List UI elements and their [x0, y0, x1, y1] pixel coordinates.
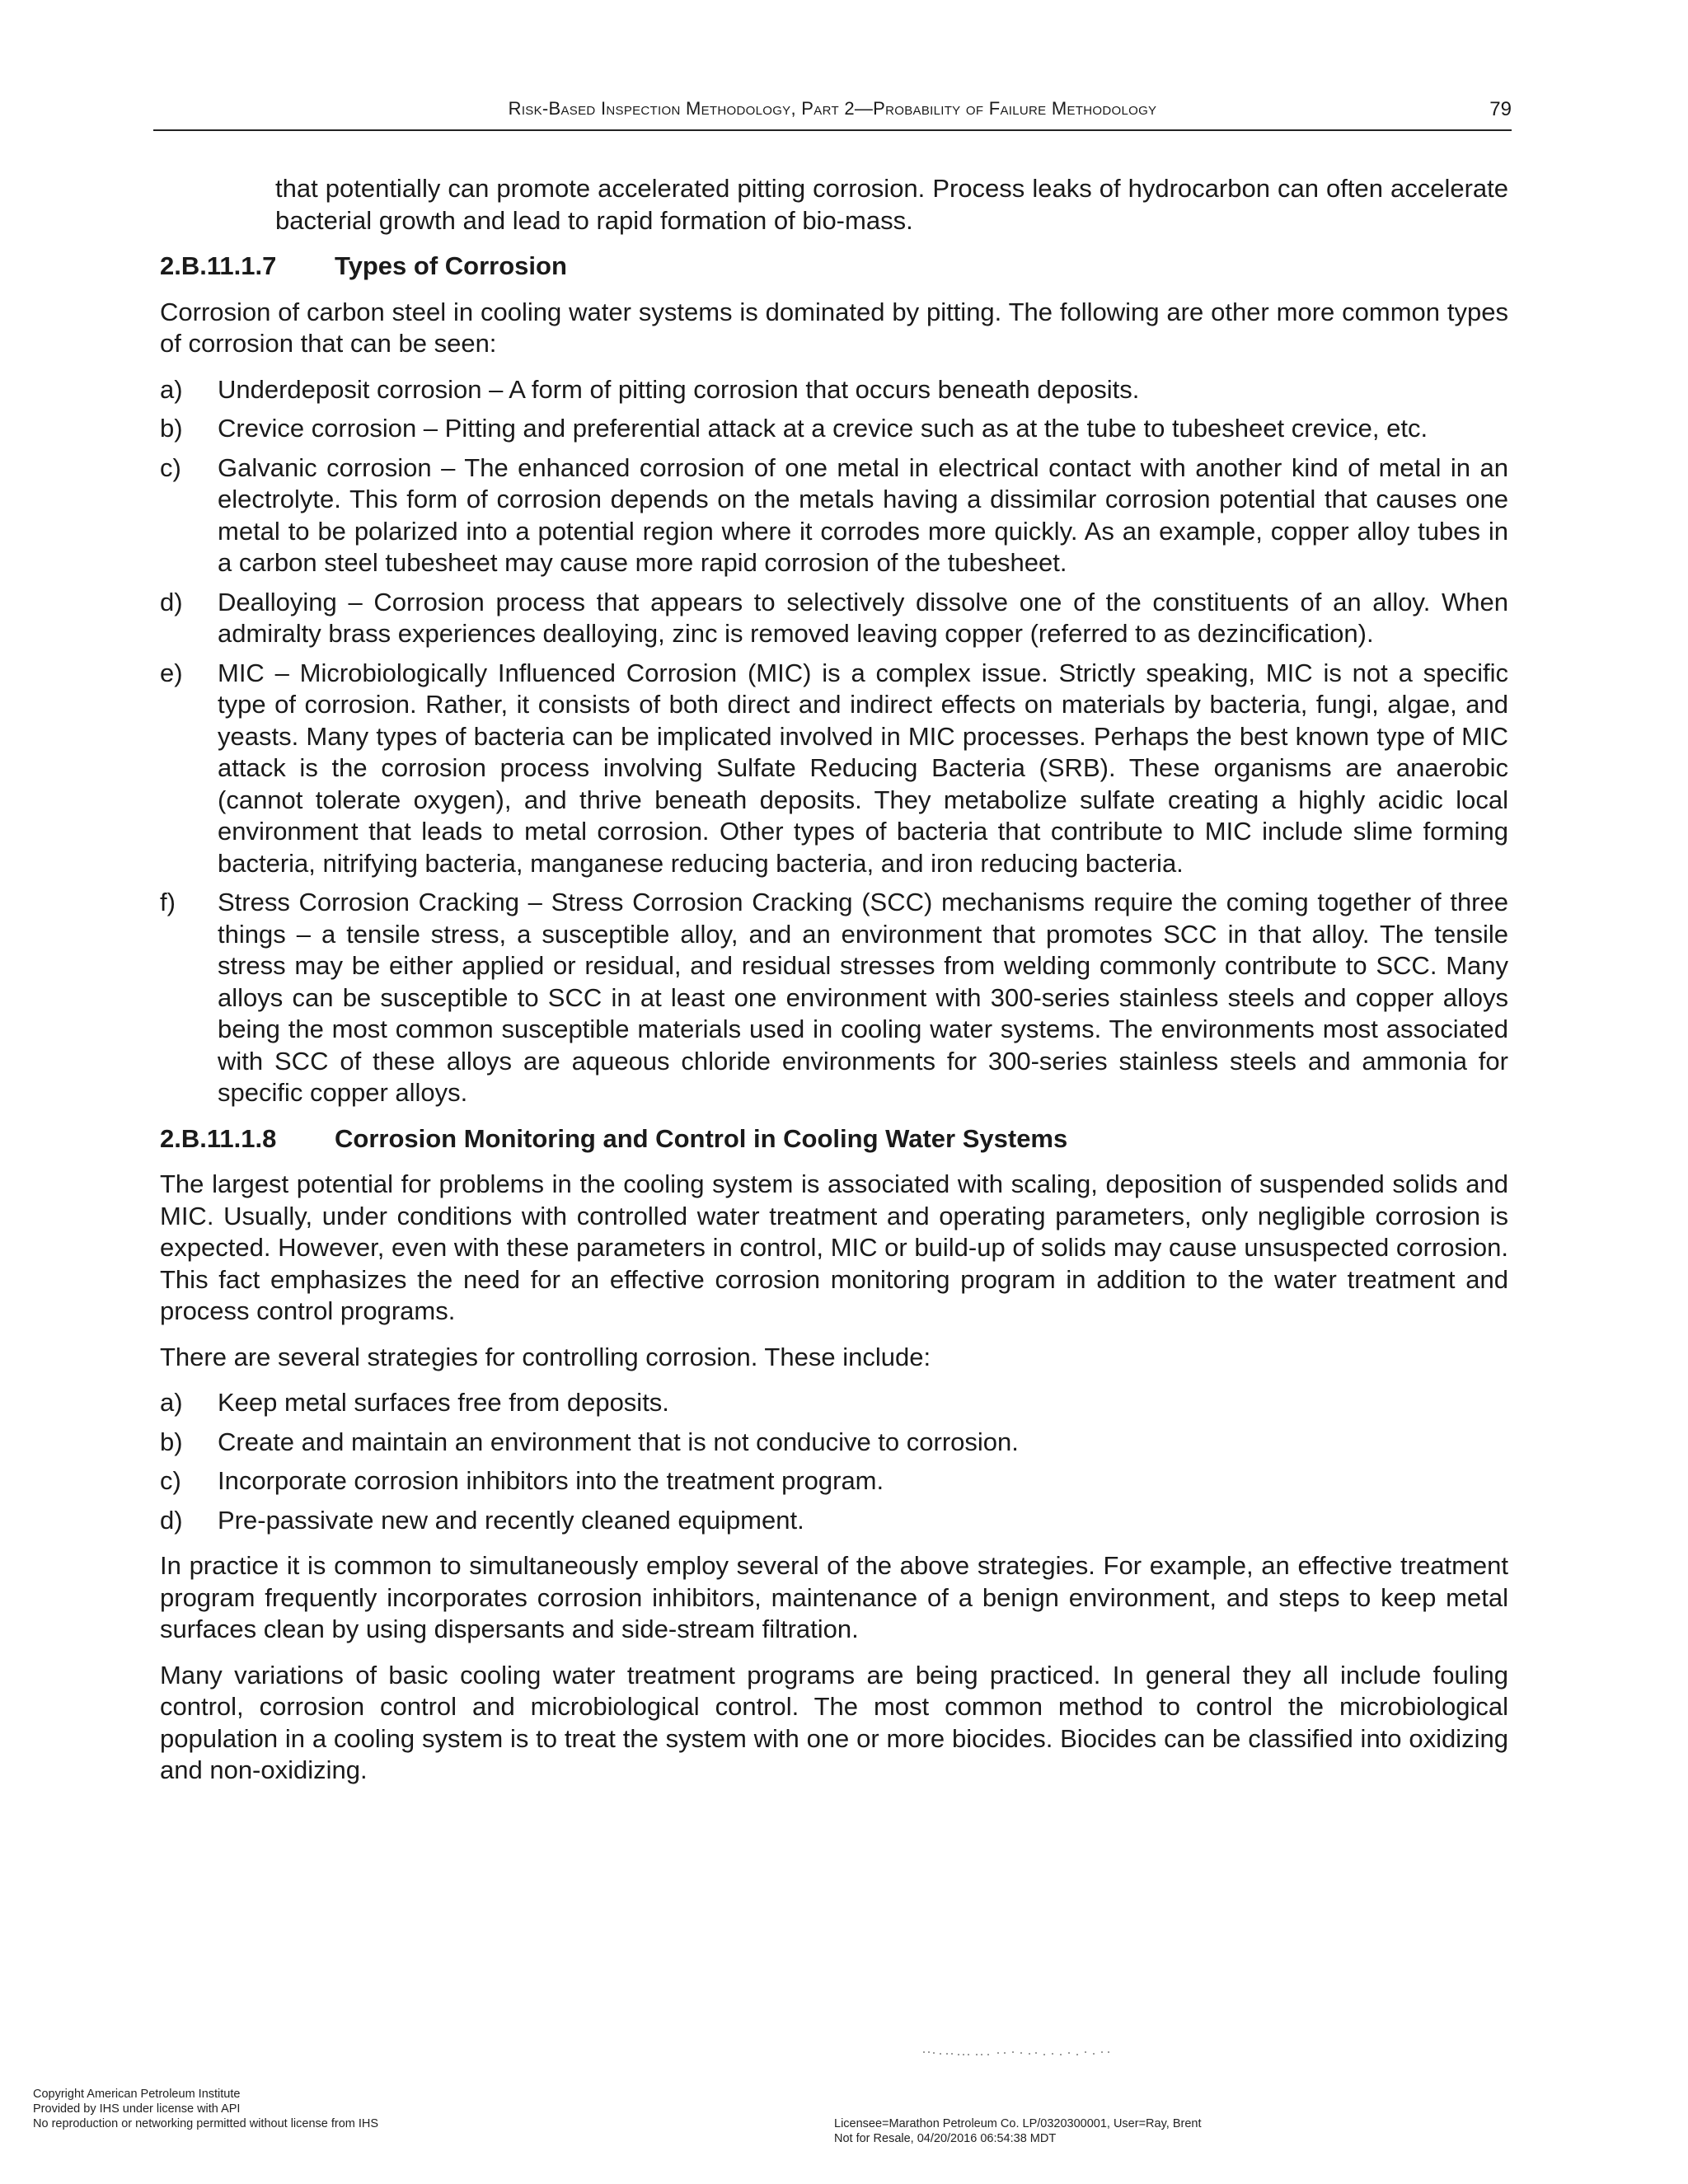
monitoring-paragraph-2: There are several strategies for controlling corrosion. These include:: [160, 1342, 931, 1371]
list-item: [160, 887, 1508, 1109]
section-heading-types-of-corrosion: [160, 251, 1508, 283]
monitoring-paragraph-4: Many variations of basic cooling water treatment programs are being practiced. In general they all include fouling control, corrosion control and microbiological control. The most common method to control the microbiological population in a cooling system is to treat the system with one or more biocides. Biocides can be classified into oxidizing and non-oxidizing.: [160, 1660, 1508, 1784]
list-item-text: Keep metal surfaces free from deposits.: [218, 1388, 669, 1417]
list-item-text: Pre-passivate new and recently cleaned equipment.: [218, 1505, 804, 1535]
list-item: [160, 452, 1508, 579]
list-item-text: Incorporate corrosion inhibitors into the treatment program.: [218, 1466, 884, 1495]
list-marker: a): [160, 1388, 183, 1417]
list-item: [160, 1465, 1508, 1497]
list-item-text: Stress Corrosion Cracking – Stress Corrosion Cracking (SCC) mechanisms require the coming together of three things – a tensile stress, a susceptible alloy, and an environment that promotes SCC in that alloy. The tensile stress may be either applied or residual, and residual stresses from welding commonly contribute to SCC. Many alloys can be susceptible to SCC in at least one environment with 300-series stainless steels and copper alloys being the most common susceptible materials used in cooling water systems. The environments most associated with SCC of these alloys are aqueous chloride environments for 300-series stainless steels and ammonia for specific copper alloys.: [218, 888, 1508, 1107]
list-item-text: Create and maintain an environment that is not conducive to corrosion.: [218, 1427, 1019, 1456]
list-item-text: Underdeposit corrosion – A form of pitting corrosion that occurs beneath deposits.: [218, 374, 1140, 404]
strategies-list: [160, 1387, 1508, 1536]
monitoring-paragraph-1: The largest potential for problems in the cooling system is associated with scaling, deposition of suspended solids and MIC. Usually, under conditions with controlled water treatment and operating parameters, only negligible corrosion is expected. However, even with these parameters in control, MIC or build-up of solids may cause unsuspected corrosion. This fact emphasizes the need for an effective corrosion monitoring program in addition to the water treatment and process control programs.: [160, 1169, 1508, 1325]
footer-line: Provided by IHS under license with API: [33, 2102, 241, 2116]
footer-line: Not for Resale, 04/20/2016 06:54:38 MDT: [834, 2132, 1057, 2145]
list-marker: b): [160, 1427, 183, 1456]
list-marker: f): [160, 888, 176, 916]
footer-copyright: [33, 2087, 378, 2131]
section-number: 2.B.11.1.8: [160, 1123, 277, 1153]
list-item: [160, 374, 1508, 406]
list-item-text: MIC – Microbiologically Influenced Corrosion (MIC) is a complex issue. Strictly speaking, MIC is not a specific type of corrosion. Rather, it consists of both direct and indirect effects on materials by bacteria, fungi, algae, and yeasts. Many types of bacteria can be implicated involved in MIC processes. Perhaps the best known type of MIC attack is the corrosion process involving Sulfate Reducing Bacteria (SRB). These organisms are anaerobic (cannot tolerate oxygen), and thrive beneath deposits. They metabolize sulfate creating a highly acidic local environment that leads to metal corrosion. Other types of bacteria that contribute to MIC include slime forming bacteria, nitrifying bacteria, manganese reducing bacteria, and iron reducing bacteria.: [218, 658, 1508, 878]
page-number: 79: [1489, 98, 1512, 120]
list-marker: c): [160, 1466, 181, 1495]
footer-license: [834, 2116, 1201, 2146]
section-number: 2.B.11.1.7: [160, 251, 277, 280]
list-item: [160, 1505, 1508, 1537]
list-item: [160, 413, 1508, 445]
list-marker: a): [160, 374, 183, 404]
monitoring-paragraph-3: In practice it is common to simultaneously employ several of the above strategies. For example, an effective treatment program frequently incorporates corrosion inhibitors, maintenance of a benign environment, and steps to keep metal surfaces clean by using dispersants and side-stream filtration.: [160, 1551, 1508, 1643]
corrosion-types-list: [160, 374, 1508, 1109]
list-item-text: Crevice corrosion – Pitting and preferential attack at a crevice such as at the tube to tubesheet crevice, etc.: [218, 414, 1428, 443]
section-heading-corrosion-monitoring: [160, 1123, 1508, 1155]
types-intro-paragraph: Corrosion of carbon steel in cooling water systems is dominated by pitting. The following are other more common types of corrosion that can be seen:: [160, 297, 1508, 358]
intro-paragraph: that potentially can promote accelerated pitting corrosion. Process leaks of hydrocarbon can often accelerate bacterial growth and lead to rapid formation of bio-mass.: [275, 174, 1508, 235]
page-header: [153, 95, 1512, 131]
list-marker: c): [160, 452, 181, 482]
list-item-text: Dealloying – Corrosion process that appears to selectively dissolve one of the constituents of an alloy. When admiralty brass experiences dealloying, zinc is removed leaving copper (referred to as dezincification).: [218, 587, 1508, 648]
page-content: [160, 173, 1508, 1801]
list-marker: d): [160, 587, 183, 616]
footer-line: No reproduction or networking permitted without license from IHS: [33, 2117, 379, 2130]
list-item: [160, 658, 1508, 880]
header-title: Risk-Based Inspection Methodology, Part 2—Probability of Failure Methodology: [508, 98, 1157, 119]
list-marker: d): [160, 1505, 183, 1535]
list-item: [160, 587, 1508, 650]
list-marker: e): [160, 658, 183, 687]
list-item: [160, 1387, 1508, 1419]
list-item: [160, 1427, 1508, 1459]
list-marker: b): [160, 414, 183, 443]
section-title: Corrosion Monitoring and Control in Cooling Water Systems: [335, 1123, 1068, 1153]
footer-line: Licensee=Marathon Petroleum Co. LP/0320300001, User=Ray, Brent: [834, 2117, 1202, 2130]
scan-watermark: [923, 2049, 1170, 2057]
footer-line: Copyright American Petroleum Institute: [33, 2088, 241, 2101]
list-item-text: Galvanic corrosion – The enhanced corrosion of one metal in electrical contact with another kind of metal in an electrolyte. This form of corrosion depends on the metals having a dissimilar corrosion potential that causes one metal to be polarized into a potential region where it corrodes more quickly. As an example, copper alloy tubes in a carbon steel tubesheet may cause more rapid corrosion of the tubesheet.: [218, 452, 1508, 577]
section-title: Types of Corrosion: [335, 251, 567, 280]
